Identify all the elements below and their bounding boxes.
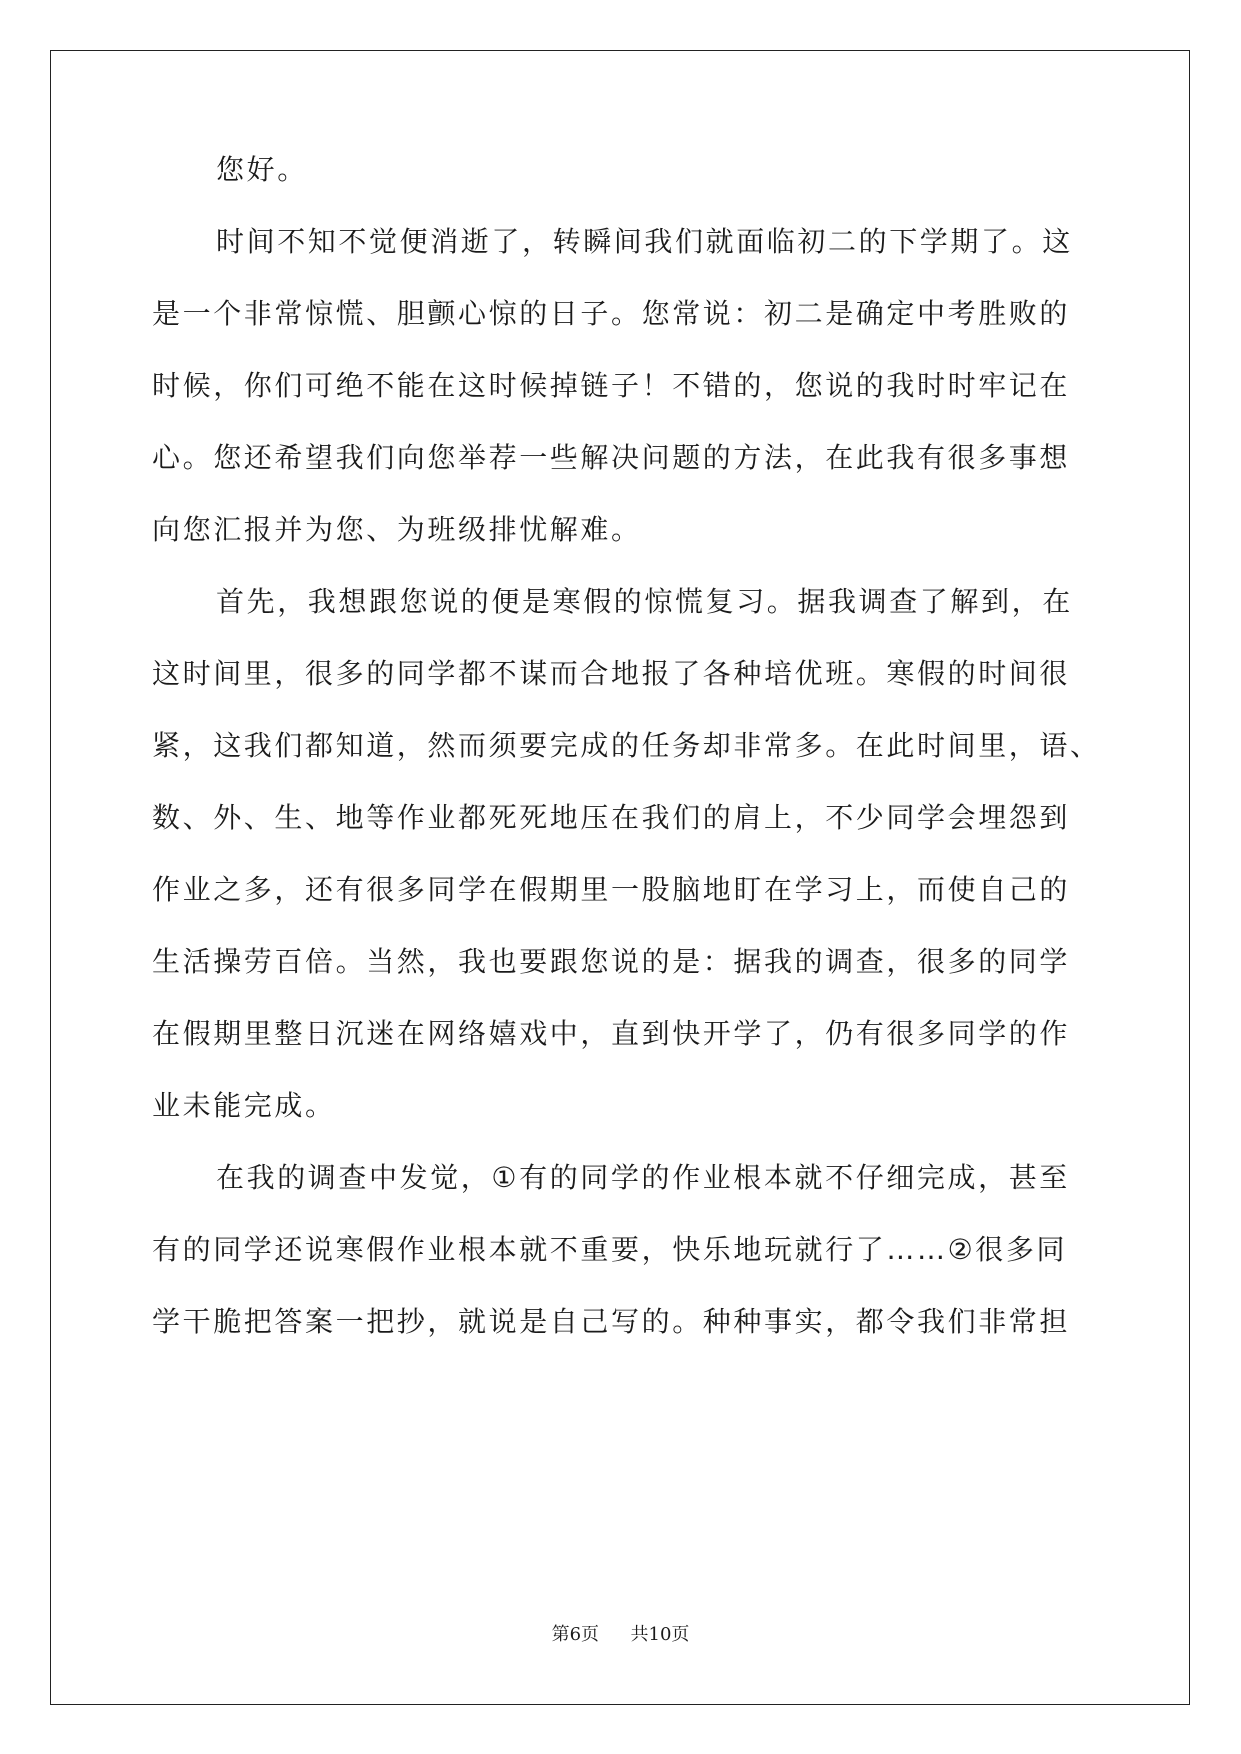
paragraph-line: 数、外、生、地等作业都死死地压在我们的肩上，不少同学会埋怨到	[152, 801, 1071, 834]
paragraph-line: 心。您还希望我们向您举荐一些解决问题的方法，在此我有很多事想	[152, 441, 1071, 474]
paragraph-line: 作业之多，还有很多同学在假期里一股脑地盯在学习上，而使自己的	[152, 873, 1071, 906]
page-number: 第6页	[551, 1624, 600, 1645]
paragraph-line: 首先，我想跟您说的便是寒假的惊慌复习。据我调查了解到，在	[216, 585, 1073, 618]
paragraph-line: 业未能完成。	[152, 1089, 336, 1122]
paragraph-line: 在我的调查中发觉，①有的同学的作业根本就不仔细完成，甚至	[216, 1161, 1070, 1194]
paragraph-line: 紧，这我们都知道，然而须要完成的任务却非常多。在此时间里，语、	[152, 729, 1101, 762]
paragraph-line: 学干脆把答案一把抄，就说是自己写的。种种事实，都令我们非常担	[152, 1305, 1071, 1338]
paragraph-line: 时间不知不觉便消逝了，转瞬间我们就面临初二的下学期了。这	[216, 225, 1073, 258]
paragraph-line: 时候，你们可绝不能在这时候掉链子！不错的，您说的我时时牢记在	[152, 369, 1071, 402]
paragraph-line: 在假期里整日沉迷在网络嬉戏中，直到快开学了，仍有很多同学的作	[152, 1017, 1071, 1050]
paragraph-line: 生活操劳百倍。当然，我也要跟您说的是：据我的调查，很多的同学	[152, 945, 1071, 978]
paragraph-line: 向您汇报并为您、为班级排忧解难。	[152, 513, 642, 546]
page-total: 共10页	[630, 1624, 690, 1645]
paragraph-line: 有的同学还说寒假作业根本就不重要，快乐地玩就行了……②很多同	[152, 1233, 1068, 1266]
paragraph-line: 这时间里，很多的同学都不谋而合地报了各种培优班。寒假的时间很	[152, 657, 1071, 690]
paragraph-line: 是一个非常惊慌、胆颤心惊的日子。您常说：初二是确定中考胜败的	[152, 297, 1071, 330]
page-footer	[0, 1620, 1241, 1646]
paragraph-line: 您好。	[216, 153, 308, 186]
